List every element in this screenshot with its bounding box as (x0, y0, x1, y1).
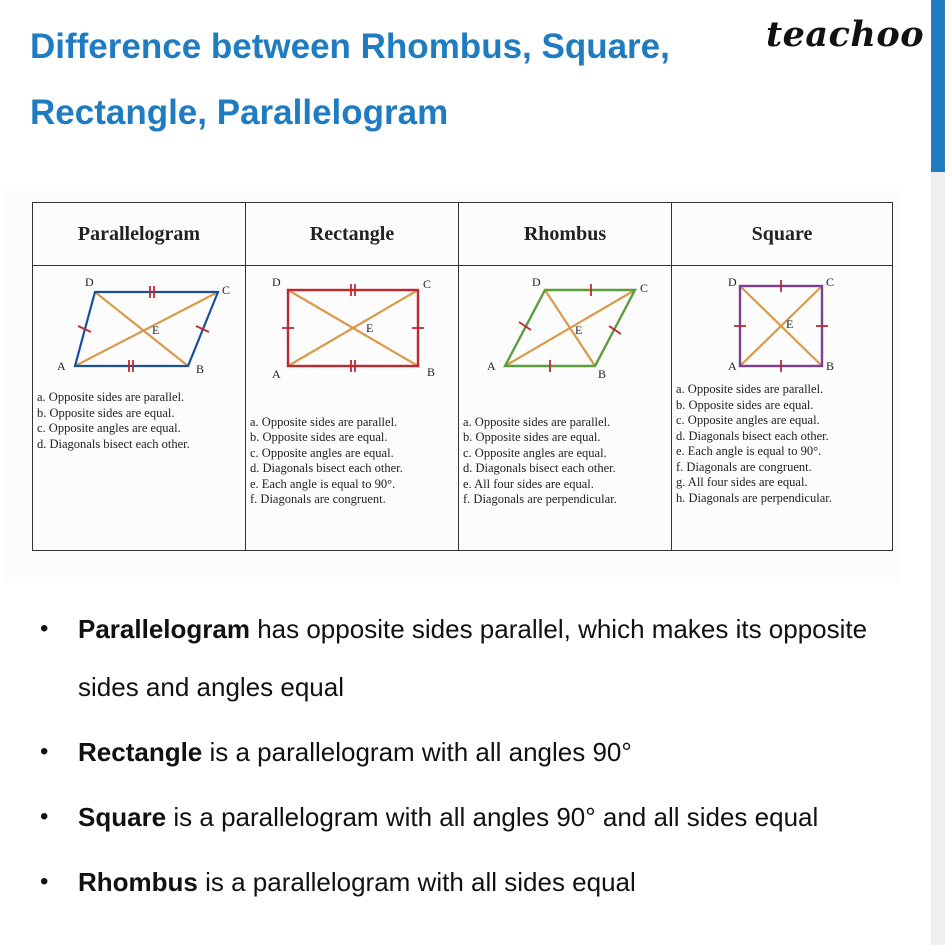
property: b. Opposite sides are equal. (676, 397, 814, 412)
vertex-label-e: E (786, 317, 794, 331)
square-properties (672, 382, 892, 506)
property: b. Opposite sides are equal. (250, 430, 388, 444)
square-figure (672, 266, 892, 386)
heading-square: Square (672, 203, 893, 266)
vertex-label-d: D (272, 275, 281, 289)
bullet-rectangle (38, 723, 918, 781)
tick-marks (78, 286, 209, 372)
vertex-label-e: E (152, 323, 160, 337)
property: f. Diagonals are congruent. (676, 459, 812, 474)
bullet-rhombus (38, 853, 918, 911)
diagonal-bd (545, 290, 595, 366)
diagonal-bd (95, 292, 188, 366)
property: a. Opposite sides are parallel. (463, 414, 611, 429)
bullet-text: is a parallelogram with all angles 90° (202, 737, 632, 767)
property: a. Opposite sides are parallel. (37, 390, 185, 404)
vertex-label-b: B (826, 359, 835, 373)
rectangle-figure (246, 266, 458, 386)
property: f. Diagonals are congruent. (250, 492, 386, 506)
bullet-dot: • (40, 868, 49, 895)
vertex-label-b: B (196, 362, 205, 376)
property: h. Diagonals are perpendicular. (676, 490, 832, 505)
vertex-label-d: D (728, 275, 737, 289)
bullet-term: Parallelogram (78, 614, 250, 644)
bullet-dot: • (40, 615, 49, 642)
vertex-label-c: C (826, 275, 835, 289)
vertex-label-e: E (366, 321, 374, 335)
parallelogram-figure (33, 266, 245, 386)
vertex-label-a: A (728, 359, 737, 373)
cell-parallelogram (33, 266, 246, 551)
rhombus-properties (459, 415, 671, 508)
page-title: Difference between Rhombus, Square, Rectangle, Parallelogram (30, 27, 670, 132)
bullet-text: is a parallelogram with all angles 90° and all sides equal (166, 802, 819, 832)
parallelogram-properties (33, 390, 245, 452)
rectangle-properties (246, 415, 458, 508)
teachoo-logo: teachoo (766, 14, 925, 55)
bullet-dot: • (40, 738, 49, 765)
rhombus-figure (459, 266, 671, 386)
table-header-row (33, 203, 893, 266)
bullet-parallelogram (38, 600, 918, 716)
table-body-row (33, 266, 893, 551)
property: c. Opposite angles are equal. (250, 445, 394, 460)
summary-bullet-list (38, 600, 918, 918)
bullet-dot: • (40, 803, 49, 830)
property: f. Diagonals are perpendicular. (463, 492, 617, 506)
cell-rectangle (246, 266, 459, 551)
property: d. Diagonals bisect each other. (676, 428, 829, 443)
bullet-term: Rectangle (78, 737, 203, 767)
property: c. Opposite angles are equal. (463, 445, 607, 460)
property: e. Each angle is equal to 90°. (676, 444, 822, 458)
diagonal-ac (75, 292, 218, 366)
vertex-label-a: A (272, 367, 281, 381)
property: e. Each angle is equal to 90°. (250, 476, 396, 491)
property: d. Diagonals bisect each other. (463, 461, 616, 475)
quadrilateral-comparison-table (32, 202, 893, 551)
property: d. Diagonals bisect each other. (37, 436, 190, 451)
heading-rhombus: Rhombus (459, 203, 672, 266)
vertex-label-c: C (640, 281, 649, 295)
bullet-term: Rhombus (78, 867, 198, 897)
property: a. Opposite sides are parallel. (676, 382, 824, 396)
cell-square (672, 266, 893, 551)
bullet-text: is a parallelogram with all sides equal (197, 867, 636, 897)
property: c. Opposite angles are equal. (676, 413, 820, 427)
bullet-term: Square (78, 802, 167, 832)
heading-parallelogram: Parallelogram (33, 203, 246, 266)
vertex-label-d: D (532, 275, 541, 289)
property: d. Diagonals bisect each other. (250, 461, 403, 475)
vertex-label-b: B (427, 365, 436, 379)
property: c. Opposite angles are equal. (37, 421, 181, 435)
property: b. Opposite sides are equal. (37, 405, 175, 420)
property: g. All four sides are equal. (676, 475, 808, 489)
vertex-label-a: A (57, 359, 66, 373)
vertex-label-e: E (575, 323, 583, 337)
cell-rhombus (459, 266, 672, 551)
bullet-square (38, 788, 918, 846)
property: e. All four sides are equal. (463, 476, 594, 491)
vertex-label-b: B (598, 367, 607, 381)
vertex-label-c: C (222, 283, 231, 297)
property: b. Opposite sides are equal. (463, 430, 601, 444)
property: a. Opposite sides are parallel. (250, 414, 398, 429)
side-accent-bar (931, 0, 945, 172)
vertex-label-c: C (423, 277, 432, 291)
bullet-text: has opposite sides parallel, which makes its opposite sides and angles equal (78, 614, 868, 702)
heading-rectangle: Rectangle (246, 203, 459, 266)
vertex-label-d: D (85, 275, 94, 289)
vertex-label-a: A (487, 359, 496, 373)
